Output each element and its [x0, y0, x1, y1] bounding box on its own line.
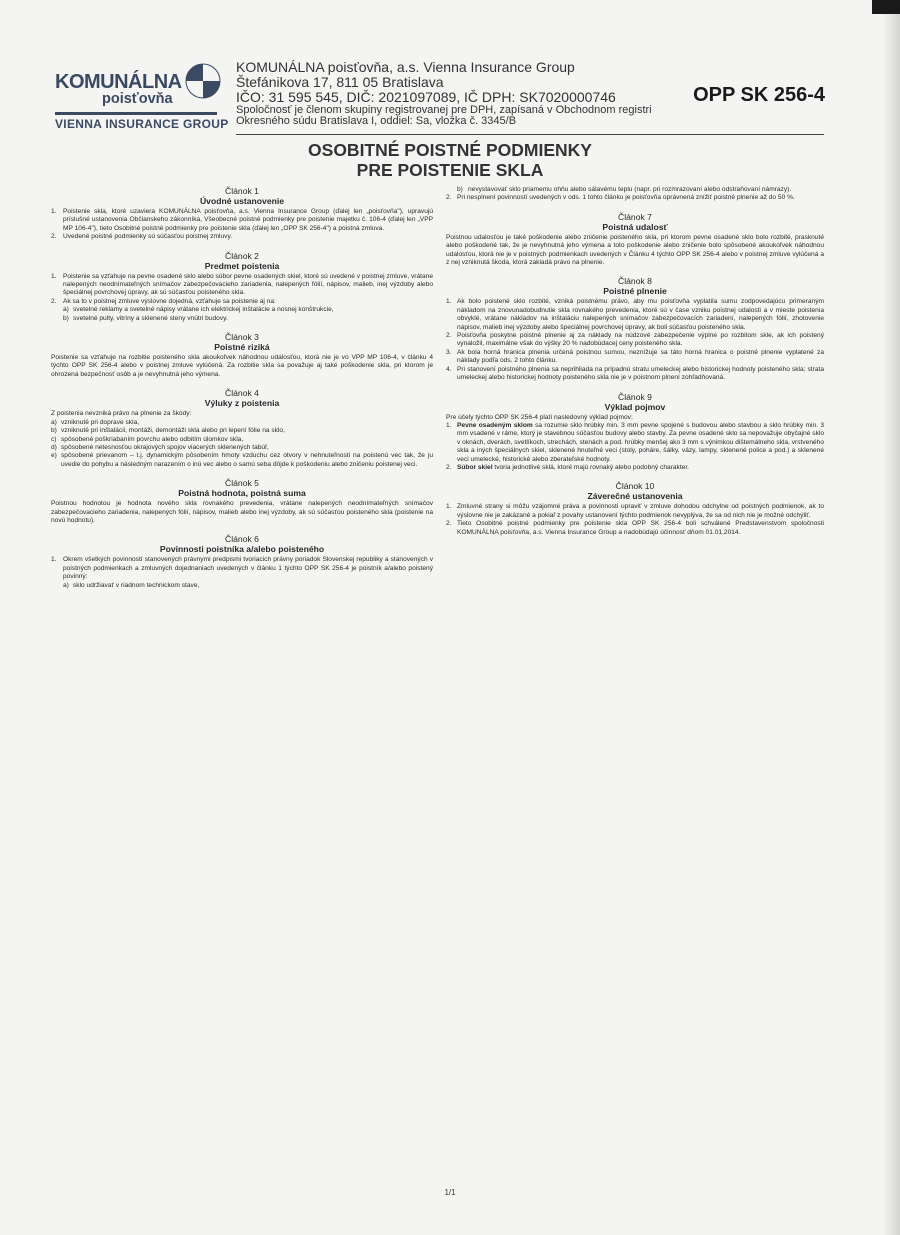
article-6-number: Článok 6: [225, 534, 259, 545]
article-9-lead: Pre účely týchto OPP SK 256-4 platí nasledovný výklad pojmov:: [446, 413, 633, 421]
company-registration-1: Spoločnosť je členom skupiny registrovanej pre DPH, zapísaná v Obchodnom registri: [236, 104, 652, 116]
page-number: 1/1: [444, 1188, 456, 1197]
article-3-title: Poistné riziká: [214, 342, 270, 353]
article-7-text: Poistnou udalosťou je také poškodenie alebo zničenie poisteného skla, pri ktorom pevne osadené sklo bolo rozbité, prasknuté alebo poškodené tak, že je nevyhnutná jeho výmena a toto poškodenie alebo zničenie bolo spôsobené akoukoľvek náhodnou udalosťou, ktorá nie je v poistných podmienkach uvedených v Článku 4 týchto OPP SK 256-4 alebo v poistnej zmluve vylúčená a z nej vzniknutá škoda, ktorá zakladá právo na plnenie.: [446, 233, 824, 267]
document-code: OPP SK 256-4: [693, 84, 825, 106]
scan-edge: [882, 0, 900, 1235]
header-rule: [236, 134, 824, 135]
article-10-number: Článok 10: [615, 481, 655, 492]
article-8-item-3: 3. Ak bola horná hranica plnenia určená poistnou sumou, neznížuje sa táto horná hranica o poistné plnenie vyplatené za náklady podľa ods. 2 tohto článku.: [446, 348, 824, 365]
article-7-number: Článok 7: [618, 211, 652, 222]
article-4-title: Výluky z poistenia: [204, 398, 280, 409]
article-4-lead: Z poistenia nevzniká právo na plnenie za škody:: [51, 410, 192, 418]
article-6-subitem-b: b) nevystavovať sklo priamemu ohňu alebo sálavému teplu (napr. pri rozmrazovaní alebo odstraňovaní námrazy).: [457, 186, 792, 193]
logo-wordmark-line1: KOMUNÁLNA: [55, 71, 182, 93]
article-6-subitem-a: a) sklo udržiavať v riadnom technickom stave,: [63, 581, 200, 589]
company-logo: [55, 58, 229, 131]
term-subor-skiel: Súbor skiel: [457, 463, 493, 471]
title-line-2: PRE POISTENIE SKLA: [356, 160, 544, 180]
logo-wordmark-line2: poisťovňa: [102, 91, 173, 107]
article-4-number: Článok 4: [225, 388, 259, 399]
article-8-title: Poistné plnenie: [603, 286, 667, 297]
article-9-item-1: 1. Pevne osadeným sklom sa rozumie sklo hrúbky min. 3 mm pevne spojené s budovou alebo stavbou a sklo hrúbky min. 3 mm vsadené v ráme, ktorý je stavebnou súčasťou budovy alebo stavby. Za pevne osadené sklo sa nepovažuje obyčajné sklo v oknách, dverách, svetlíkoch, strechách, stenách a pod. hrúbky menšej ako 3 mm s výnimkou dištemálneho skla, vrstveného skla a iných špeciálnych skiel, sklenené hnuteľné veci (stoly, poháre, šálky, vázy, lampy, sklenené police a pod.) a sklenené veci umelecké, historické alebo zberateľské hodnoty.: [446, 421, 824, 463]
article-2-item-1: 1. Poistenie sa vzťahuje na pevne osadené sklo alebo súbor pevne osadených skiel, ktoré sú uvedené v poistnej zmluve, vrátane nalepených neodnímateľných snímačov zabezpečovacieho zariadenia, nalepených fólií, nápisov, malieb, inej výzdoby alebo špeciálnej povrchovej úpravy, ak sú súčasťou poisteného skla.: [51, 272, 433, 297]
article-8-item-1: 1. Ak bolo poistené sklo rozbité, vzniká poistnému právo, aby mu poisťovňa vyplatila sumu zodpovedajúcu primeraným nákladom na znovunadobudnutie skla rovnakého prevedenia, ktoré sú v čase vzniku poistnej udalosti a v mieste poistenia obvyklé, vrátane nákladov na inštaláciu nalepených snímačov zabezpečovacích zariadení, nalepených fólií, zhotovenie nápisov, malieb inej výzdoby alebo špeciálnej povrchovej úpravy, ak boli súčasťou poisteného skla.: [446, 298, 824, 331]
document-header: [55, 58, 825, 133]
article-9-title: Výklad pojmov: [604, 401, 666, 412]
scan-corner: [872, 0, 900, 14]
article-2-item-2: 2. Ak sa to v poistnej zmluve výslovne dojedná, vzťahuje sa poistenie aj na:: [51, 297, 276, 305]
article-2-subitem-a: a) svetelné reklamy a svetelné nápisy vrátane ich elektrickej inštalácie a nosnej konštrukcie,: [63, 306, 334, 314]
article-5-number: Článok 5: [225, 478, 259, 489]
company-registration-2: Okresného súdu Bratislava I, oddiel: Sa, vložka č. 3345/B: [236, 115, 517, 127]
article-4-item-b: b) vzniknuté pri inštalácii, montáži, demontáži skla alebo pri lepení fólie na sklo,: [51, 427, 285, 435]
article-9-item-2: 2. Súbor skiel tvoria jednotlivé sklá, ktoré majú rovnaký alebo podobný charakter.: [446, 463, 690, 471]
logo-group-name: VIENNA INSURANCE GROUP: [55, 117, 229, 131]
company-name: KOMUNÁLNA poisťovňa, a.s. Vienna Insurance Group: [236, 59, 575, 75]
article-8-item-2: 2. Poisťovňa poskytne poistné plnenie aj za náklady na núdzové zabezpečenie výplne po rozbitom skle, ak ich poistený vynaložil, maximálne však do výšky 20 % nadobúdacej ceny poisteného skla.: [446, 332, 824, 348]
article-2-title: Predmet poistenia: [204, 260, 280, 271]
left-column: [51, 186, 433, 590]
article-1-number: Článok 1: [225, 186, 259, 196]
article-4-item-a: a) vzniknuté pri doprave skla,: [51, 418, 140, 426]
article-6-item-2: 2. Pri nesplnení povinností uvedených v ods. 1 tohto článku je poisťovňa oprávnená znížiť poistné plnenie až do 50 %.: [446, 194, 795, 202]
article-6-title: Povinnosti poistníka a/alebo poisteného: [159, 544, 325, 555]
article-5-title: Poistná hodnota, poistná suma: [178, 488, 306, 499]
logo-divider: [55, 112, 217, 115]
article-5-text: Poistnou hodnotou je hodnota nového skla rovnakého prevedenia, vrátane nalepených neodnímateľných snímačov zabezpečovacieho zariadenia, nalepených fólií, nápisov, malieb alebo inej výzdoby, ak sú súčasťou poisteného skla (poistenie na novú hodnotu).: [51, 500, 433, 524]
article-2-subitem-b: b) svetelné pulty, vitríny a sklenené steny vnútri budovy.: [63, 314, 228, 322]
right-column: [446, 186, 824, 537]
company-info: [236, 60, 656, 127]
article-9-number: Článok 9: [618, 391, 652, 402]
article-1-title: Úvodné ustanovenie: [199, 196, 285, 206]
article-10-item-1: 1. Zmluvné strany si môžu vzájomné práva a povinnosti upraviť v zmluve dohodou odchylne od poistných podmienok, ak to výslovne nie je zakázané a pokiaľ z povahy ustanovení týchto podmienok nevyplýva, že sa od nich nie je možné odchýliť.: [446, 503, 824, 519]
title-line-1: OSOBITNÉ POISTNÉ PODMIENKY: [308, 140, 592, 160]
term-pevne-osadene-sklo: Pevne osadeným sklom: [457, 421, 533, 429]
article-10-title: Záverečné ustanovenia: [587, 491, 683, 502]
article-4-item-c: c) spôsobené poškriabaním povrchu alebo odbitím úlomkov skla,: [51, 435, 244, 443]
article-6-item-1: 1. Okrem všetkých povinností stanovených právnymi predpismi tvoriacich právny poriadok Slovenskej republiky a stanovených v poistných podmienkach a zmluvných dojednaniach uvedených v článku 1 týchto OPP SK 256-4 je poistník a/alebo poistený povinný:: [51, 556, 433, 581]
article-3-text: Poistenie sa vzťahuje na rozbitie poisteného skla akoukoľvek náhodnou udalosťou, ktorá nie je vo VPP MP 106-4, v článku 4 týchto OPP SK 256-4 alebo v poistnej zmluve vylúčená. Za rozbitie skla sa považuje aj také poškodenie skla, pri ktorom je ohrozená bezpečnosť osôb a je nevyhnutná jeho výmena.: [51, 354, 433, 378]
article-7-title: Poistná udalosť: [602, 221, 668, 232]
logo-globe-icon: [185, 63, 221, 99]
article-3-number: Článok 3: [225, 332, 259, 343]
document-title: [0, 140, 900, 180]
article-4-item-d: d) spôsobené netesnosťou okrajových spojov viacerých sklenených tabúľ,: [51, 443, 269, 451]
article-2-number: Článok 2: [225, 250, 259, 261]
article-8-number: Článok 8: [618, 276, 652, 287]
article-1-item-1: 1. Poistenie skla, ktoré uzaviera KOMUNÁLNA poisťovňa, a.s. Vienna Insurance Group (ďalej len „poisťovňa"), upravujú príslušné ustanovenia Občianskeho zákonníka, Všeobecné poistné podmienky pre poistenie majetku č. 106-4 (ďalej len „VPP MP 106-4"), tieto Osobitné poistné podmienky pre poistenie skla (ďalej len „OPP SK 256-4") a poistná zmluva.: [51, 208, 433, 232]
article-8-item-4: 4. Pri stanovení poistného plnenia sa neprihliada na prípadnú stratu umeleckej alebo historickej hodnoty poisteného skla; strata umeleckej alebo historickej hodnoty poisteného skla nie je v poistnom plnení zohľadňovaná.: [446, 365, 824, 382]
article-10-item-2: 2. Tieto Osobitné poistné podmienky pre poistenie skla OPP SK 256-4 boli schválené Predstavenstvom spoločnosti KOMUNÁLNA poisťovňa, a.s. Vienna Insurance Group a nadobúdajú účinnosť dňom 01.01.2014.: [446, 520, 824, 536]
article-4-item-e: e) spôsobené prievanom – t.j. dynamickým pôsobením hmoty vzduchu cez otvory v nehnuteľnosti na poistenú vec tak, že ju uvedie do pohybu a následným narazením o inú vec alebo o samú seba dôjde k poškodeniu alebo zničeniu poistenej veci.: [51, 452, 433, 468]
company-address: Štefánikova 17, 811 05 Bratislava: [236, 74, 444, 90]
company-ids: IČO: 31 595 545, DIČ: 2021097089, IČ DPH: SK7020000746: [236, 89, 616, 105]
article-1-item-2: 2. Uvedené poistné podmienky sú súčasťou poistnej zmluvy.: [51, 233, 233, 241]
